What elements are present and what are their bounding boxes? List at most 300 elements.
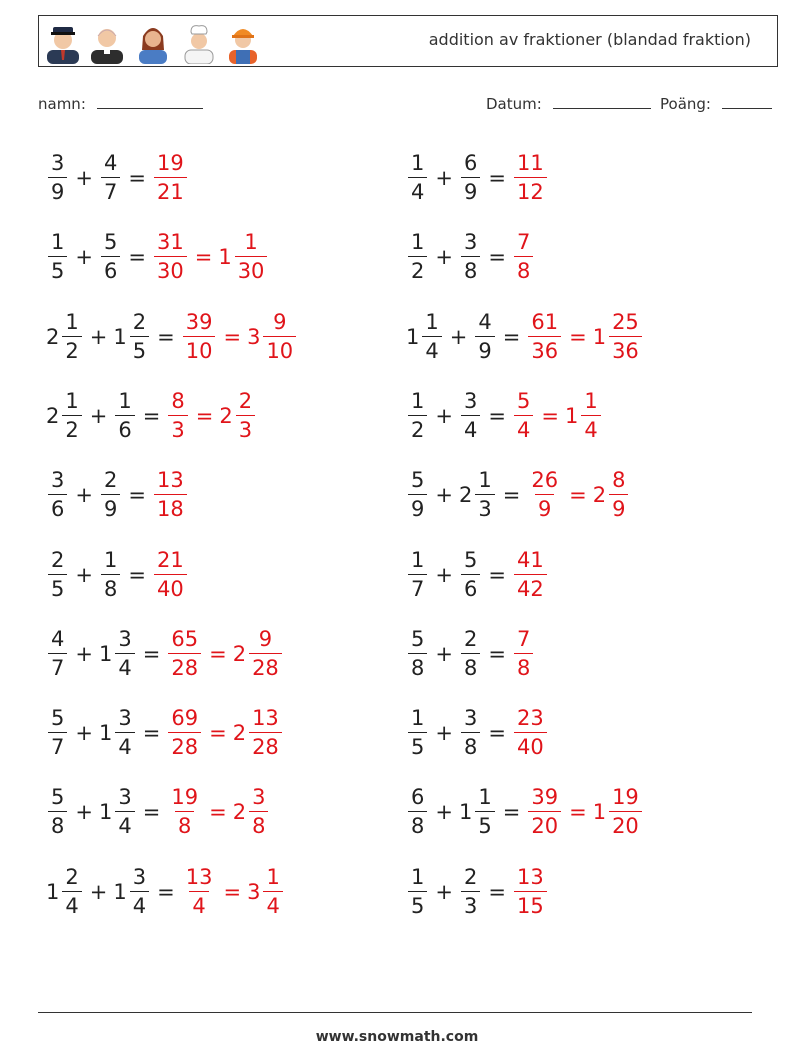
fraction <box>514 626 533 680</box>
denominator: 9 <box>609 494 628 520</box>
term-fraction <box>99 787 137 837</box>
term-fraction <box>406 787 429 837</box>
denominator: 4 <box>115 732 134 758</box>
fraction <box>48 232 67 282</box>
denominator: 5 <box>48 256 67 282</box>
numerator: 5 <box>411 626 425 651</box>
fraction <box>115 708 134 758</box>
fraction <box>130 864 149 918</box>
denominator: 3 <box>168 415 187 441</box>
answer-fraction <box>526 787 563 837</box>
numerator: 1 <box>244 230 258 255</box>
denominator: 5 <box>408 732 427 758</box>
denominator: 28 <box>168 732 201 758</box>
numerator: 65 <box>171 626 199 651</box>
term-fraction <box>46 708 69 758</box>
numerator: 5 <box>463 547 478 572</box>
denominator: 9 <box>48 177 67 203</box>
numerator: 3 <box>463 230 478 255</box>
answer-fraction <box>166 708 203 758</box>
answer-fraction <box>512 708 549 758</box>
equals-sign: = <box>541 403 559 428</box>
plus-sign: + <box>435 403 453 428</box>
answer-fraction <box>166 388 189 442</box>
whole-number: 2 <box>458 483 473 508</box>
answer-fraction <box>166 787 203 837</box>
answer-fraction <box>232 626 284 680</box>
term-fraction <box>406 626 429 680</box>
plus-sign: + <box>435 166 453 190</box>
term-fraction <box>459 153 482 203</box>
denominator: 7 <box>408 574 427 600</box>
term-fraction <box>46 309 84 363</box>
numerator: 61 <box>531 309 559 334</box>
problem-left-10 <box>46 860 285 924</box>
numerator: 13 <box>252 706 279 731</box>
numerator: 41 <box>516 547 544 572</box>
denominator: 2 <box>408 415 427 441</box>
problem-right-1 <box>406 146 549 210</box>
answer-fraction <box>512 864 549 918</box>
fraction <box>154 470 187 520</box>
answer-fraction <box>152 153 189 203</box>
numerator: 3 <box>118 706 132 731</box>
problem-left-3 <box>46 305 298 369</box>
fraction <box>461 864 480 918</box>
numerator: 39 <box>185 309 213 334</box>
equals-sign: = <box>569 483 587 508</box>
fraction <box>408 708 427 758</box>
numerator: 5 <box>51 785 65 810</box>
fraction <box>609 309 642 363</box>
numerator: 1 <box>411 388 425 413</box>
numerator: 19 <box>156 151 184 175</box>
numerator: 23 <box>516 706 544 731</box>
numerator: 4 <box>103 151 118 175</box>
denominator: 42 <box>514 574 547 600</box>
name-label: namn: <box>38 95 86 113</box>
term-fraction <box>46 470 69 520</box>
fraction <box>101 547 120 601</box>
term-fraction <box>113 388 136 442</box>
numerator: 5 <box>516 388 531 413</box>
numerator: 31 <box>156 230 184 255</box>
term-fraction <box>46 547 69 601</box>
numerator: 1 <box>411 547 425 572</box>
denominator: 4 <box>581 415 600 441</box>
answer-fraction <box>593 470 631 520</box>
denominator: 8 <box>48 811 67 837</box>
fraction <box>461 232 480 282</box>
equals-sign: = <box>502 324 521 349</box>
denominator: 8 <box>461 256 480 282</box>
answer-fraction <box>219 388 257 442</box>
equals-sign: = <box>502 483 521 508</box>
fraction <box>48 470 67 520</box>
numerator: 9 <box>273 309 287 334</box>
fraction <box>408 864 427 918</box>
fraction <box>461 547 480 601</box>
denominator: 20 <box>528 811 561 837</box>
fraction <box>461 388 480 442</box>
term-fraction <box>46 787 69 837</box>
denominator: 7 <box>48 653 67 679</box>
fraction <box>183 864 216 918</box>
term-fraction <box>406 232 429 282</box>
problem-right-7 <box>406 622 535 686</box>
numerator: 7 <box>516 230 531 255</box>
numerator: 69 <box>171 706 199 731</box>
denominator: 9 <box>475 336 494 362</box>
numerator: 13 <box>516 864 544 889</box>
fraction <box>408 626 427 680</box>
fraction <box>514 232 533 282</box>
denominator: 3 <box>475 494 494 520</box>
denominator: 5 <box>408 891 427 917</box>
plus-sign: + <box>435 879 453 904</box>
problem-left-7 <box>46 622 284 686</box>
plus-sign: + <box>435 562 453 587</box>
fraction <box>154 153 187 203</box>
numerator: 2 <box>238 388 253 413</box>
numerator: 1 <box>411 706 425 731</box>
numerator: 19 <box>612 785 639 810</box>
denominator: 9 <box>408 494 427 520</box>
term-fraction <box>406 547 429 601</box>
denominator: 30 <box>154 256 187 282</box>
term-fraction <box>459 232 482 282</box>
denominator: 28 <box>249 732 282 758</box>
numerator: 1 <box>425 309 439 334</box>
fraction <box>101 470 120 520</box>
term-fraction <box>98 626 137 680</box>
fraction <box>249 708 282 758</box>
equals-sign: = <box>502 800 521 825</box>
term-fraction <box>459 787 497 837</box>
footer-divider <box>38 1012 752 1013</box>
fraction <box>461 708 480 758</box>
numerator: 4 <box>478 309 492 334</box>
whole-number: 1 <box>218 245 232 270</box>
numerator: 1 <box>266 864 280 889</box>
numerator: 3 <box>463 388 478 413</box>
equals-sign: = <box>223 324 242 349</box>
denominator: 8 <box>514 256 533 282</box>
denominator: 40 <box>514 732 547 758</box>
fraction <box>263 864 282 918</box>
whole-number: 1 <box>564 403 579 428</box>
fraction <box>48 787 67 837</box>
equals-sign: = <box>209 721 227 746</box>
date-label: Datum: <box>486 95 542 113</box>
denominator: 4 <box>263 891 282 917</box>
denominator: 8 <box>249 811 268 837</box>
term-fraction <box>99 232 122 282</box>
answer-fraction <box>233 787 271 837</box>
denominator: 8 <box>101 574 120 600</box>
whole-number: 1 <box>113 879 127 904</box>
equals-sign: = <box>569 324 587 349</box>
term-fraction <box>99 153 122 203</box>
whole-number: 1 <box>592 324 607 349</box>
answer-fraction <box>152 547 189 601</box>
denominator: 5 <box>48 574 67 600</box>
plus-sign: + <box>89 324 108 349</box>
answer-fraction <box>247 864 285 918</box>
numerator: 1 <box>584 388 598 413</box>
problem-right-9 <box>406 780 644 844</box>
denominator: 7 <box>101 177 120 203</box>
denominator: 9 <box>535 494 554 520</box>
numerator: 21 <box>156 547 184 572</box>
denominator: 10 <box>263 336 296 362</box>
fraction <box>408 787 427 837</box>
equals-sign: = <box>195 403 214 428</box>
term-fraction <box>46 153 69 203</box>
numerator: 3 <box>51 151 65 175</box>
equals-sign: = <box>488 562 506 587</box>
numerator: 8 <box>171 388 185 413</box>
denominator: 20 <box>609 811 642 837</box>
worksheet-title: addition av fraktioner (blandad fraktion) <box>428 30 751 49</box>
answer-fraction <box>512 388 535 442</box>
fraction <box>609 470 628 520</box>
denominator: 4 <box>62 891 81 917</box>
answer-fraction <box>166 626 203 680</box>
fraction <box>154 547 187 601</box>
term-fraction <box>406 309 444 363</box>
plus-sign: + <box>435 800 453 825</box>
numerator: 1 <box>411 151 425 175</box>
numerator: 1 <box>65 309 79 334</box>
whole-number: 1 <box>46 879 60 904</box>
denominator: 4 <box>130 891 149 917</box>
denominator: 3 <box>236 415 255 441</box>
problem-left-2 <box>46 225 269 289</box>
equals-sign: = <box>128 245 146 270</box>
answer-fraction <box>181 864 218 918</box>
problem-right-8 <box>406 701 549 765</box>
term-fraction <box>406 864 429 918</box>
plus-sign: + <box>75 641 93 666</box>
problem-left-6 <box>46 543 189 607</box>
denominator: 6 <box>461 574 480 600</box>
whole-number: 3 <box>247 324 261 349</box>
denominator: 4 <box>408 177 427 203</box>
plus-sign: + <box>89 879 108 904</box>
numerator: 1 <box>51 230 65 255</box>
equals-sign: = <box>488 721 506 746</box>
denominator: 36 <box>609 336 642 362</box>
term-fraction <box>459 547 482 601</box>
fraction <box>168 787 201 837</box>
fraction <box>62 864 81 918</box>
whole-number: 2 <box>46 324 60 349</box>
numerator: 5 <box>51 706 65 731</box>
denominator: 5 <box>130 336 149 362</box>
term-fraction <box>113 864 151 918</box>
answer-fraction <box>526 470 563 520</box>
term-fraction <box>473 309 496 363</box>
fraction <box>528 470 561 520</box>
numerator: 3 <box>463 706 478 731</box>
numerator: 5 <box>103 230 118 255</box>
fraction <box>115 388 134 442</box>
equals-sign: = <box>157 879 175 904</box>
fraction <box>48 708 67 758</box>
numerator: 1 <box>118 388 132 413</box>
numerator: 6 <box>411 785 425 810</box>
problem-right-3 <box>406 305 644 369</box>
numerator: 1 <box>478 468 492 493</box>
fraction <box>528 309 561 363</box>
whole-number: 2 <box>232 641 247 666</box>
denominator: 8 <box>461 653 480 679</box>
fraction <box>461 153 480 203</box>
fraction <box>168 626 201 680</box>
equals-sign: = <box>209 800 227 825</box>
equals-sign: = <box>488 641 506 666</box>
term-fraction <box>46 626 69 680</box>
problem-left-9 <box>46 780 270 844</box>
term-fraction <box>99 470 122 520</box>
denominator: 28 <box>168 653 201 679</box>
plus-sign: + <box>89 403 108 428</box>
equals-sign: = <box>488 403 506 428</box>
plus-sign: + <box>435 245 453 270</box>
whole-number: 1 <box>98 800 113 825</box>
fraction <box>168 708 201 758</box>
answer-fraction <box>218 232 269 282</box>
equals-sign: = <box>128 483 146 508</box>
whole-number: 2 <box>219 403 233 428</box>
denominator: 10 <box>183 336 216 362</box>
fraction <box>101 232 120 282</box>
denominator: 5 <box>475 811 494 837</box>
numerator: 2 <box>65 864 79 889</box>
numerator: 39 <box>531 785 559 810</box>
plus-sign: + <box>435 721 453 746</box>
fraction <box>514 864 547 918</box>
denominator: 21 <box>154 177 187 203</box>
whole-number: 1 <box>592 800 607 825</box>
denominator: 36 <box>528 336 561 362</box>
equals-sign: = <box>569 800 587 825</box>
numerator: 1 <box>411 864 425 889</box>
denominator: 8 <box>461 732 480 758</box>
plus-sign: + <box>75 800 93 825</box>
fraction <box>461 626 480 680</box>
denominator: 6 <box>48 494 67 520</box>
term-fraction <box>99 708 137 758</box>
numerator: 4 <box>51 626 65 651</box>
denominator: 2 <box>62 336 81 362</box>
denominator: 3 <box>461 891 480 917</box>
fraction <box>115 787 134 837</box>
numerator: 13 <box>156 468 184 493</box>
term-fraction <box>46 232 69 282</box>
term-fraction <box>459 864 482 918</box>
denominator: 12 <box>514 177 547 203</box>
fraction <box>408 388 427 442</box>
term-fraction <box>459 470 497 520</box>
numerator: 19 <box>171 785 199 810</box>
fraction <box>115 626 134 680</box>
fraction <box>130 309 149 363</box>
problem-left-1 <box>46 146 189 210</box>
numerator: 1 <box>65 388 79 413</box>
fraction <box>609 787 642 837</box>
answer-fraction <box>526 309 563 363</box>
fraction <box>408 153 427 203</box>
fraction <box>48 626 67 680</box>
denominator: 6 <box>101 256 120 282</box>
fraction <box>168 388 187 442</box>
answer-fraction <box>512 232 535 282</box>
numerator: 25 <box>612 309 639 334</box>
denominator: 4 <box>461 415 480 441</box>
equals-sign: = <box>142 403 161 428</box>
problem-left-8 <box>46 701 284 765</box>
denominator: 8 <box>175 811 194 837</box>
whole-number: 1 <box>458 800 473 825</box>
equals-sign: = <box>128 166 146 190</box>
problem-right-5 <box>406 463 630 527</box>
answer-fraction <box>152 232 189 282</box>
whole-number: 1 <box>98 721 113 746</box>
plus-sign: + <box>75 562 93 587</box>
equals-sign: = <box>488 166 506 190</box>
answer-fraction <box>512 153 549 203</box>
fraction <box>62 309 81 363</box>
fraction <box>263 309 296 363</box>
term-fraction <box>406 153 429 203</box>
fraction <box>422 309 441 363</box>
whole-number: 3 <box>247 879 261 904</box>
denominator: 4 <box>514 415 533 441</box>
problem-right-4 <box>406 384 603 448</box>
equals-sign: = <box>209 641 227 666</box>
plus-sign: + <box>435 483 453 508</box>
equals-sign: = <box>128 562 146 587</box>
problem-left-5 <box>46 463 189 527</box>
numerator: 7 <box>516 626 531 651</box>
fraction <box>514 708 547 758</box>
numerator: 11 <box>516 151 544 175</box>
fraction <box>236 388 255 442</box>
denominator: 8 <box>408 811 427 837</box>
whole-number: 1 <box>98 641 113 666</box>
answer-fraction <box>512 626 535 680</box>
fraction <box>408 547 427 601</box>
denominator: 2 <box>408 256 427 282</box>
term-fraction <box>46 388 84 442</box>
denominator: 4 <box>189 891 208 917</box>
fraction <box>183 309 216 363</box>
footer-url: www.snowmath.com <box>315 1029 479 1045</box>
problem-left-4 <box>46 384 257 448</box>
term-fraction <box>99 547 122 601</box>
equals-sign: = <box>142 641 161 666</box>
term-fraction <box>459 626 482 680</box>
numerator: 5 <box>411 468 425 493</box>
whole-number: 2 <box>592 483 607 508</box>
numerator: 2 <box>463 864 478 889</box>
score-label: Poäng: <box>660 95 711 113</box>
denominator: 6 <box>115 415 134 441</box>
term-fraction <box>406 708 429 758</box>
answer-fraction <box>512 547 549 601</box>
